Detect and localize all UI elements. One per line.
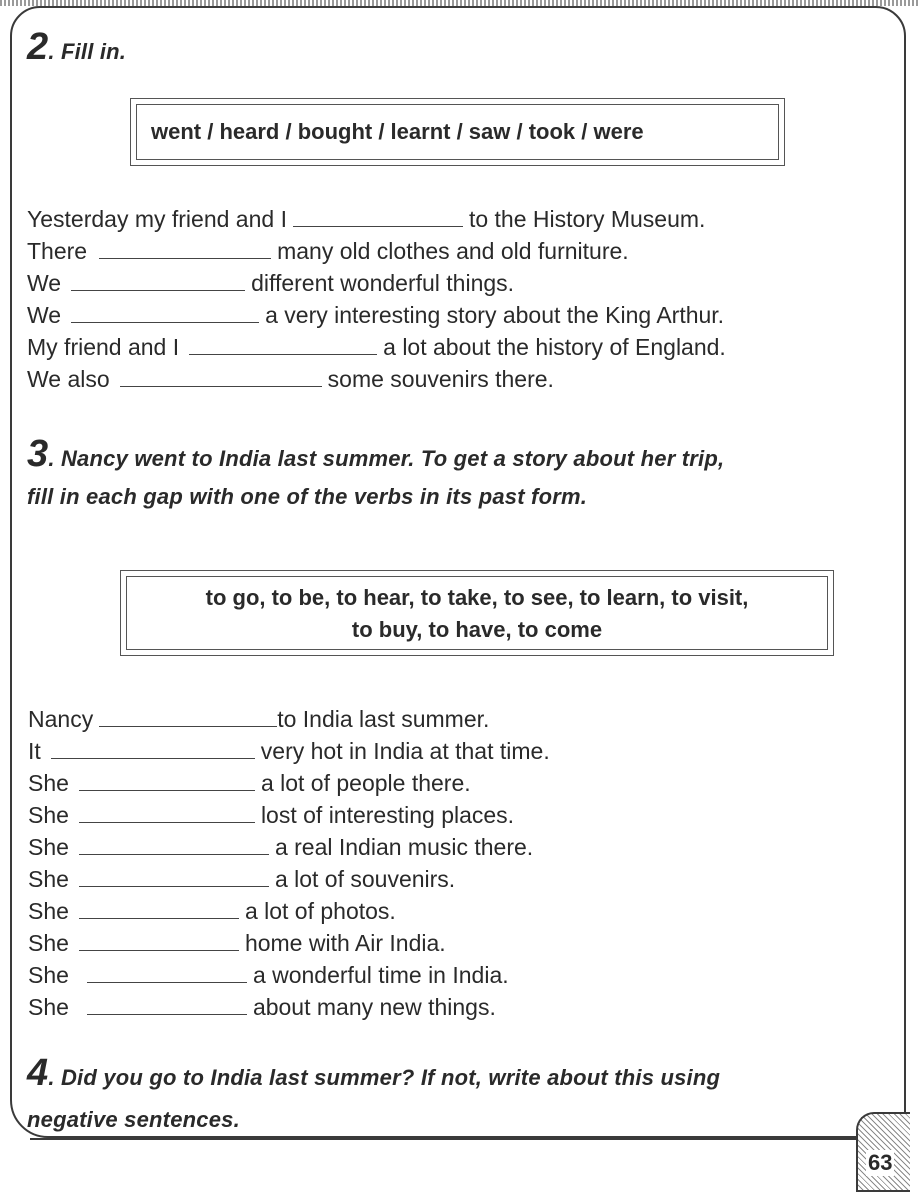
section-2-number: 2 xyxy=(27,26,49,68)
section-3-title-line1: . Nancy went to India last summer. To get a story about her trip, xyxy=(48,446,725,471)
word-box-2-line2: to buy, to have, to come xyxy=(351,617,603,642)
sentence-end: a real Indian music there. xyxy=(274,834,534,860)
sentence-end: a lot of people there. xyxy=(260,770,471,796)
section-4-heading xyxy=(27,1052,720,1141)
sentence-end: a very interesting story about the King Arthur. xyxy=(265,302,725,328)
sentence-end: to India last summer. xyxy=(277,706,490,732)
sentence-end: a lot of souvenirs. xyxy=(274,866,456,892)
sentence-start: We also xyxy=(27,366,110,392)
section-4-title-line2: negative sentences. xyxy=(27,1107,240,1132)
sentence-start: She xyxy=(28,930,69,956)
sentence-row xyxy=(28,991,550,1023)
sentence-row xyxy=(28,895,550,927)
sentence-start: Nancy xyxy=(28,706,94,732)
answer-blank[interactable] xyxy=(99,236,271,259)
sentence-start: It xyxy=(28,738,41,764)
sentence-row xyxy=(28,863,550,895)
sentence-start: She xyxy=(28,962,69,988)
sentence-row xyxy=(27,203,726,235)
exercise-2-sentences xyxy=(27,203,726,395)
sentence-row xyxy=(27,331,726,363)
sentence-end: many old clothes and old furniture. xyxy=(277,238,629,264)
sentence-start: Yesterday my friend and I xyxy=(27,206,287,232)
page-bottom-rule xyxy=(30,1138,856,1140)
sentence-end: to the History Museum. xyxy=(468,206,706,232)
answer-blank[interactable] xyxy=(79,928,239,951)
answer-blank[interactable] xyxy=(189,332,377,355)
sentence-end: about many new things. xyxy=(252,994,496,1020)
section-3-heading xyxy=(27,434,724,515)
sentence-row xyxy=(28,735,550,767)
sentence-start: She xyxy=(28,770,69,796)
sentence-row xyxy=(28,927,550,959)
sentence-start: She xyxy=(28,866,69,892)
sentence-start: We xyxy=(27,302,62,328)
exercise-3-sentences xyxy=(28,703,550,1023)
sentence-start: There xyxy=(27,238,88,264)
section-2-heading xyxy=(27,26,126,69)
sentence-end: a lot of photos. xyxy=(244,898,396,924)
sentence-start: She xyxy=(28,994,69,1020)
sentence-end: a lot about the history of England. xyxy=(383,334,726,360)
sentence-start: She xyxy=(28,898,69,924)
section-4-number: 4 xyxy=(27,1052,49,1094)
sentence-end: home with Air India. xyxy=(244,930,446,956)
answer-blank[interactable] xyxy=(79,896,239,919)
sentence-row xyxy=(27,267,726,299)
word-box-2 xyxy=(126,576,828,650)
word-box-1: went / heard / bought / learnt / saw / took / were xyxy=(136,104,779,160)
sentence-row xyxy=(28,767,550,799)
sentence-row xyxy=(27,363,726,395)
answer-blank[interactable] xyxy=(120,364,322,387)
sentence-start: My friend and I xyxy=(27,334,180,360)
answer-blank[interactable] xyxy=(79,800,255,823)
sentence-start: She xyxy=(28,802,69,828)
sentence-end: a wonderful time in India. xyxy=(252,962,509,988)
sentence-row xyxy=(28,959,550,991)
answer-blank[interactable] xyxy=(79,864,269,887)
answer-blank[interactable] xyxy=(71,268,245,291)
answer-blank[interactable] xyxy=(51,736,255,759)
word-box-2-line1: to go, to be, to hear, to take, to see, to learn, to visit, xyxy=(205,585,749,610)
sentence-start: We xyxy=(27,270,62,296)
sentence-end: different wonderful things. xyxy=(251,270,515,296)
answer-blank[interactable] xyxy=(87,992,247,1015)
sentence-end: very hot in India at that time. xyxy=(260,738,550,764)
sentence-start: She xyxy=(28,834,69,860)
section-3-number: 3 xyxy=(27,433,49,475)
answer-blank[interactable] xyxy=(79,832,269,855)
sentence-row xyxy=(28,703,550,735)
section-2-title: . Fill in. xyxy=(48,39,127,64)
answer-blank[interactable] xyxy=(87,960,247,983)
sentence-row xyxy=(28,799,550,831)
sentence-row xyxy=(28,831,550,863)
answer-blank[interactable] xyxy=(99,704,277,727)
answer-blank[interactable] xyxy=(79,768,255,791)
page-number: 63 xyxy=(868,1150,893,1175)
sentence-end: lost of interesting places. xyxy=(260,802,515,828)
section-3-title-line2: fill in each gap with one of the verbs in its past form. xyxy=(27,484,588,509)
answer-blank[interactable] xyxy=(71,300,259,323)
sentence-row xyxy=(27,299,726,331)
sentence-end: some souvenirs there. xyxy=(327,366,554,392)
section-4-title-line1: . Did you go to India last summer? If not, write about this using xyxy=(48,1065,721,1090)
answer-blank[interactable] xyxy=(293,204,463,227)
sentence-row xyxy=(27,235,726,267)
